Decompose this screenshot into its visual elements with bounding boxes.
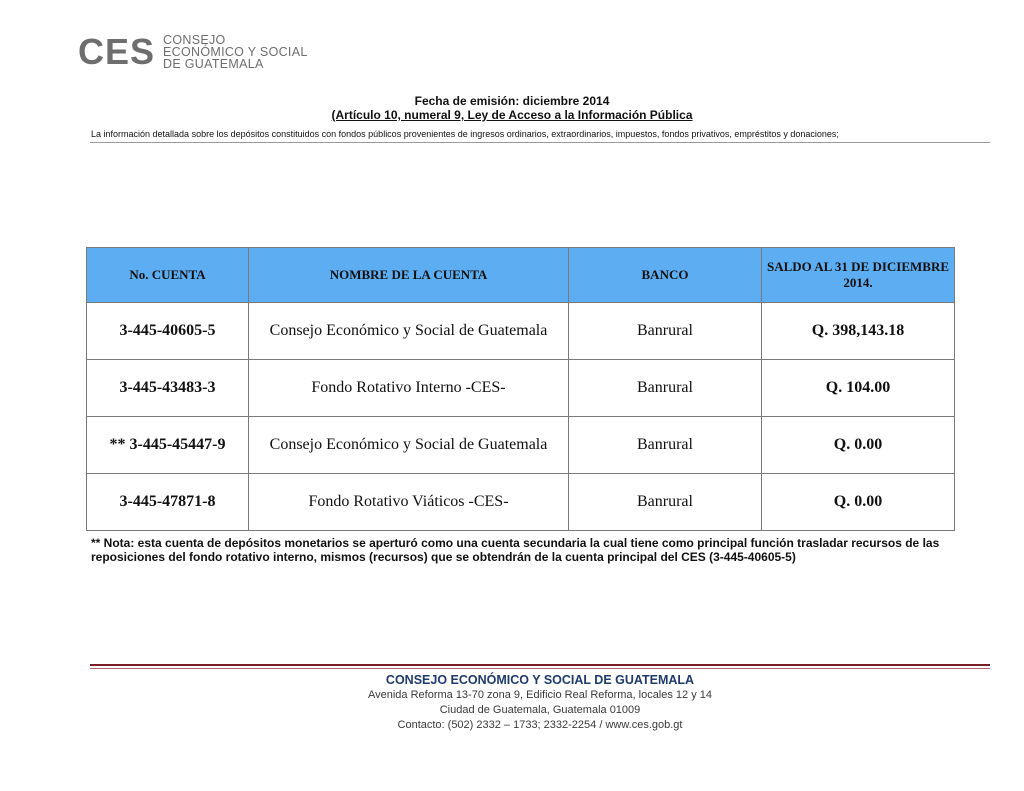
bank-name: Banrural [569, 303, 762, 360]
footer-org: CONSEJO ECONÓMICO Y SOCIAL DE GUATEMALA [385, 673, 695, 687]
bank-name: Banrural [569, 417, 762, 474]
footnote: ** Nota: esta cuenta de depósitos monetarios se aperturó como una cuenta secundaria la cual tiene como principal función trasladar recursos de las reposiciones del fondo rotativo interno, mismos (recursos) que se obtendrán de la cuenta principal del CES (3-445-40605-5) [91, 536, 940, 564]
logo-line-3: DE GUATEMALA [163, 57, 264, 71]
footer-address-2: Ciudad de Guatemala, Guatemala 01009 [439, 704, 641, 716]
table-row [87, 303, 955, 360]
account-number: 3-445-47871-8 [87, 474, 249, 531]
account-balance: Q. 398,143.18 [762, 303, 955, 360]
footer-rule [90, 664, 990, 666]
table-header-row [87, 248, 955, 303]
account-balance: Q. 0.00 [762, 474, 955, 531]
bank-name: Banrural [569, 474, 762, 531]
account-number: 3-445-40605-5 [87, 303, 249, 360]
footer-address-1: Avenida Reforma 13-70 zona 9, Edificio Real Reforma, locales 12 y 14 [367, 689, 713, 701]
account-balance: Q. 0.00 [762, 417, 955, 474]
header-bank: BANCO [569, 248, 762, 303]
footer-contact: Contacto: (502) 2332 – 1733; 2332-2254 / www.ces.gob.gt [397, 719, 683, 731]
footer-rule-thin [90, 668, 990, 669]
logo-text [163, 34, 308, 70]
ces-logo [78, 31, 308, 72]
law-reference-text: (Artículo 10, numeral 9, Ley de Acceso a la Información Pública [331, 108, 693, 122]
header-divider [90, 142, 990, 143]
logo-line-1: CONSEJO [163, 33, 226, 47]
law-reference [0, 108, 1024, 122]
issue-date: Fecha de emisión: diciembre 2014 [414, 94, 610, 108]
header-account-number: No. CUENTA [87, 248, 249, 303]
logo-mark: CES [78, 31, 156, 72]
logo-line-2: ECONÓMICO Y SOCIAL [163, 45, 308, 59]
account-name: Fondo Rotativo Viáticos -CES- [249, 474, 569, 531]
header-balance: SALDO AL 31 DE DICIEMBRE 2014. [762, 248, 955, 303]
table-row [87, 417, 955, 474]
account-balance: Q. 104.00 [762, 360, 955, 417]
account-number: 3-445-43483-3 [87, 360, 249, 417]
accounts-table [86, 247, 955, 531]
table-row [87, 360, 955, 417]
bank-name: Banrural [569, 360, 762, 417]
account-name: Fondo Rotativo Interno -CES- [249, 360, 569, 417]
table-row [87, 474, 955, 531]
account-number: ** 3-445-45447-9 [87, 417, 249, 474]
account-name: Consejo Económico y Social de Guatemala [249, 303, 569, 360]
intro-text: La información detallada sobre los depósitos constituidos con fondos públicos provenientes de ingresos ordinarios, extraordinarios, impuestos, fondos privativos, empréstitos y donaciones; [91, 129, 839, 139]
header-account-name: NOMBRE DE LA CUENTA [249, 248, 569, 303]
account-name: Consejo Económico y Social de Guatemala [249, 417, 569, 474]
